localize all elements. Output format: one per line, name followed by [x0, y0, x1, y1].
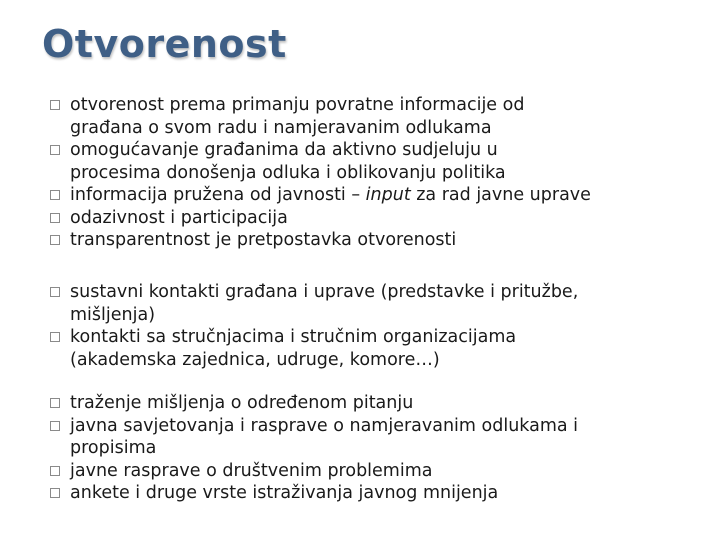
item-text-italic: input: [365, 185, 411, 205]
item-text: odazivnost i participacija: [70, 207, 288, 228]
list-item: [50, 94, 715, 139]
item-text: javne rasprave o društvenim problemima: [70, 460, 433, 481]
list-item: [50, 460, 715, 483]
checkbox-bullet-icon: [50, 235, 60, 245]
item-text: javna savjetovanja i rasprave o namjeravanim odlukama i: [70, 415, 579, 436]
item-text: traženje mišljenja o određenom pitanju: [70, 393, 414, 413]
checkbox-bullet-icon: [50, 100, 60, 110]
item-text: otvorenost prema primanju povratne informacije od: [70, 95, 525, 115]
item-text: [70, 184, 715, 207]
checkbox-bullet-icon: [50, 421, 60, 431]
checkbox-bullet-icon: [50, 287, 60, 297]
list-item: [50, 229, 715, 252]
list-item: [50, 139, 715, 184]
item-text: procesima donošenja odluka i oblikovanju politika: [70, 162, 506, 183]
item-text: građana o svom radu i namjeravanim odlukama: [70, 117, 492, 138]
item-text-pre: informacija pružena od javnosti –: [70, 185, 366, 205]
checkbox-bullet-icon: [50, 190, 60, 200]
list-item: [50, 326, 715, 371]
checkbox-bullet-icon: [50, 398, 60, 408]
list-item: [50, 207, 715, 230]
bullet-group-1: [50, 94, 715, 252]
checkbox-bullet-icon: [50, 488, 60, 498]
list-item: [50, 392, 715, 415]
item-text: ankete i druge vrste istraživanja javnog mnijenja: [70, 483, 499, 503]
slide-title: Otvorenost: [42, 22, 287, 66]
item-text: (akademska zajednica, udruge, komore…): [70, 349, 440, 370]
item-text: transparentnost je pretpostavka otvorenosti: [70, 230, 457, 250]
item-text: kontakti sa stručnjacima i stručnim organizacijama: [70, 327, 517, 347]
item-text: omogućavanje građanima da aktivno sudjeluju u: [70, 140, 498, 160]
item-text: mišljenja): [70, 304, 156, 325]
list-item: [50, 184, 715, 207]
bullet-group-3: [50, 392, 715, 505]
checkbox-bullet-icon: [50, 332, 60, 342]
list-item: [50, 281, 715, 326]
list-item: [50, 415, 715, 460]
checkbox-bullet-icon: [50, 466, 60, 476]
bullet-group-2: [50, 281, 715, 371]
item-text-post: za rad javne uprave: [410, 185, 591, 205]
list-item: [50, 482, 715, 505]
item-text: propisima: [70, 438, 157, 458]
checkbox-bullet-icon: [50, 145, 60, 155]
checkbox-bullet-icon: [50, 213, 60, 223]
item-text: sustavni kontakti građana i uprave (predstavke i pritužbe,: [70, 282, 579, 302]
